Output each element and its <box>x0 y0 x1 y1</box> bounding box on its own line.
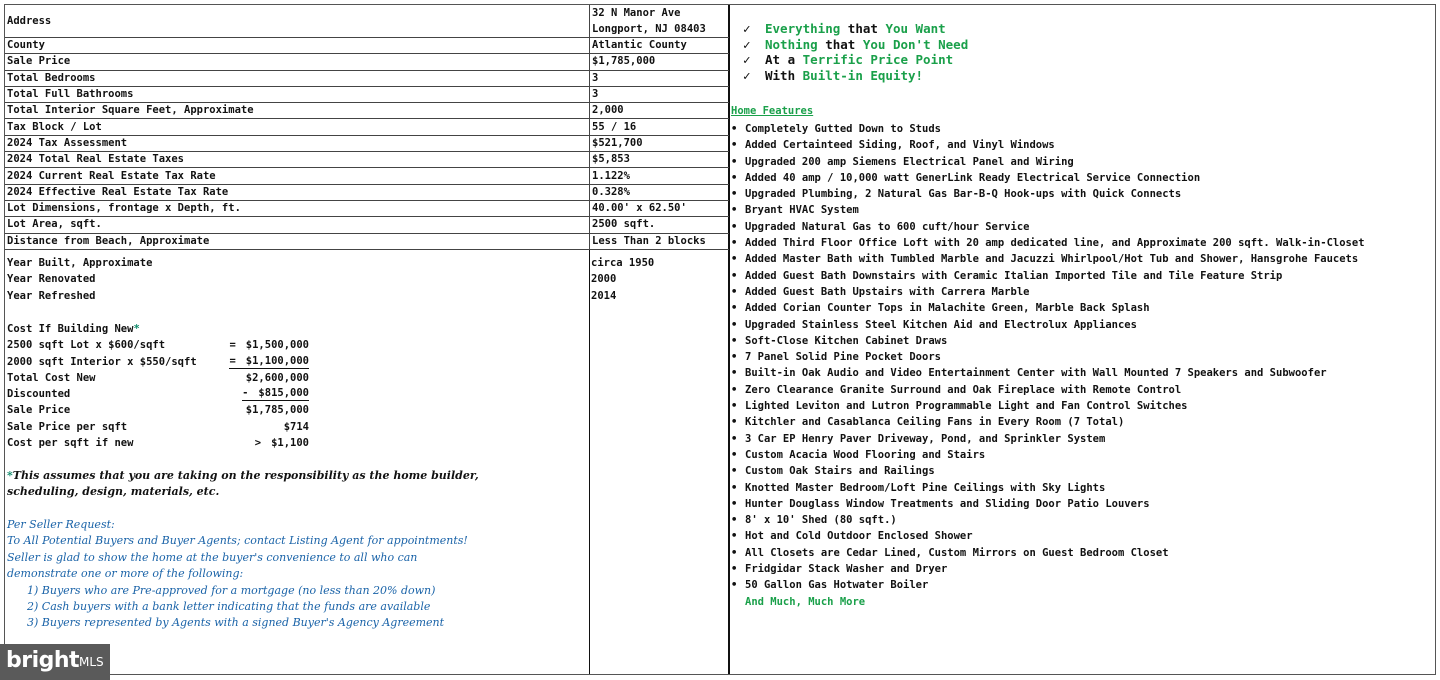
year-row <box>5 255 729 271</box>
cost-operator: = <box>229 354 236 367</box>
cost-value: $714 <box>283 420 309 433</box>
bullet-icon: • <box>731 139 738 152</box>
feature-text: Upgraded Natural Gas to 600 cuft/hour Service <box>745 220 1030 233</box>
cost-if-building-new <box>7 321 317 451</box>
row-label: Tax Block / Lot <box>5 119 590 135</box>
cost-amount <box>246 402 309 418</box>
feature-item <box>731 528 1365 544</box>
feature-item <box>731 170 1365 186</box>
feature-text: Added 40 amp / 10,000 watt GenerLink Ready Electrical Service Connection <box>745 171 1201 184</box>
table-row <box>5 70 729 86</box>
cost-operator: > <box>254 437 262 450</box>
bullet-icon: • <box>731 481 738 494</box>
feature-item <box>731 202 1365 218</box>
table-row <box>5 54 729 70</box>
feature-more-text: And Much, Much More <box>745 595 866 608</box>
year-row <box>5 288 729 304</box>
feature-text: Knotted Master Bedroom/Loft Pine Ceilings with Sky Lights <box>745 481 1106 494</box>
feature-text: Custom Oak Stairs and Railings <box>745 465 935 478</box>
cost-heading: Cost If Building New* <box>7 323 140 335</box>
feature-item <box>731 333 1365 349</box>
bullet-icon: • <box>731 155 738 168</box>
feature-item <box>731 137 1365 153</box>
row-value: Atlantic County <box>590 38 730 54</box>
tagline-text: that <box>825 36 863 52</box>
row-label: County <box>5 38 590 54</box>
feature-item <box>731 561 1365 577</box>
cost-value: $1,100 <box>271 437 309 450</box>
bullet-icon: • <box>731 318 738 331</box>
row-label: Total Bedrooms <box>5 70 590 86</box>
feature-item <box>731 186 1365 202</box>
seller-request-line: Seller is glad to show the home at the buyer's convenience to all who can <box>7 550 418 564</box>
row-value: 2500 sqft. <box>590 217 730 233</box>
value-line: 32 N Manor Ave <box>592 7 681 19</box>
bullet-icon: • <box>731 285 738 298</box>
feature-text: Added Guest Bath Upstairs with Carrera Marble <box>745 285 1030 298</box>
cost-label: 2000 sqft Interior x $550/sqft <box>7 355 197 368</box>
home-features-title: Home Features <box>731 105 814 117</box>
feature-item <box>731 284 1365 300</box>
cost-row <box>7 370 317 386</box>
listing-sheet <box>4 4 1436 675</box>
cost-amount <box>284 419 309 435</box>
home-features-list <box>731 121 1365 610</box>
seller-request-line: To All Potential Buyers and Buyer Agents; contact Listing Agent for appointments! <box>7 534 468 548</box>
bullet-icon: • <box>731 563 738 576</box>
year-label: Year Renovated <box>7 273 96 286</box>
feature-text: Fridgidar Stack Washer and Dryer <box>745 563 948 576</box>
tagline-text: Everything <box>765 21 848 36</box>
tagline-text: With <box>765 67 803 83</box>
feature-item <box>731 349 1365 365</box>
bullet-icon: • <box>731 171 738 184</box>
bullet-icon: • <box>731 579 738 592</box>
feature-item <box>731 121 1365 137</box>
year-row <box>5 271 729 287</box>
bullet-icon: • <box>731 530 738 543</box>
year-label: Year Refreshed <box>7 289 96 302</box>
feature-text: Custom Acacia Wood Flooring and Stairs <box>745 448 986 461</box>
feature-item <box>731 154 1365 170</box>
seller-request-item: 2) Cash buyers with a bank letter indicating that the funds are available <box>27 600 431 614</box>
row-value: 3 <box>590 86 730 102</box>
tagline-text: Nothing <box>765 36 826 52</box>
bullet-icon: • <box>731 514 738 527</box>
tagline-text: You Want <box>885 21 946 36</box>
year-value: 2000 <box>591 273 617 286</box>
feature-item <box>731 512 1365 528</box>
cost-operator: = <box>229 339 236 352</box>
cost-label: Total Cost New <box>7 371 96 384</box>
seller-request-heading: Per Seller Request: <box>7 518 115 531</box>
table-row <box>5 217 729 233</box>
seller-request-item: 3) Buyers represented by Agents with a signed Buyer's Agency Agreement <box>27 616 445 630</box>
feature-item <box>731 447 1365 463</box>
bullet-icon: • <box>731 188 738 201</box>
cost-label: Discounted <box>7 388 71 401</box>
year-section <box>5 255 729 304</box>
feature-text: Added Third Floor Office Loft with 20 amp dedicated line, and Approximate 200 sqft. Walk-in-Closet <box>745 237 1365 250</box>
row-value: 2,000 <box>590 103 730 119</box>
feature-text: Lighted Leviton and Lutron Programmable Light and Fan Control Switches <box>745 400 1188 413</box>
row-label: Lot Area, sqft. <box>5 217 590 233</box>
feature-item <box>731 317 1365 333</box>
checkmark-icon: ✓ <box>743 67 751 83</box>
feature-item <box>731 398 1365 414</box>
bullet-icon: • <box>731 334 738 347</box>
feature-text: Added Master Bath with Tumbled Marble and Jacuzzi Whirlpool/Hot Tub and Shower, Hansgrohe Faucets <box>745 253 1359 266</box>
feature-item <box>731 577 1365 593</box>
tagline-text: You Don't Need <box>862 36 969 52</box>
builder-note: *This assumes that you are taking on the responsibility as the home builder, scheduling, design, materials, etc. <box>7 469 479 499</box>
feature-text: Upgraded 200 amp Siemens Electrical Panel and Wiring <box>745 155 1074 168</box>
checkmark-icon: ✓ <box>743 52 751 68</box>
row-label: Total Interior Square Feet, Approximate <box>5 103 590 119</box>
bullet-icon: • <box>731 432 738 445</box>
feature-item <box>731 545 1365 561</box>
feature-text: Soft-Close Kitchen Cabinet Draws <box>745 334 948 347</box>
row-value: $1,785,000 <box>590 54 730 70</box>
cost-value: $1,100,000 <box>245 354 309 367</box>
table-row <box>5 5 729 38</box>
cost-label: Sale Price per sqft <box>7 420 128 433</box>
table-row <box>5 135 729 151</box>
checkmark-icon: ✓ <box>743 21 751 36</box>
cost-value: $1,785,000 <box>245 404 309 417</box>
table-row <box>5 38 729 54</box>
cost-row <box>7 435 317 451</box>
row-value: Less Than 2 blocks <box>590 233 730 249</box>
tagline <box>743 21 968 37</box>
feature-item <box>731 365 1365 381</box>
cost-row <box>7 386 317 402</box>
cost-row <box>7 419 317 435</box>
tagline <box>743 37 968 53</box>
row-value: 1.122% <box>590 168 730 184</box>
year-value: 2014 <box>591 289 617 302</box>
feature-item <box>731 268 1365 284</box>
feature-text: 3 Car EP Henry Paver Driveway, Pond, and Sprinkler System <box>745 432 1106 445</box>
seller-request <box>7 517 587 632</box>
cost-label: Sale Price <box>7 404 71 417</box>
bullet-icon: • <box>731 253 738 266</box>
feature-item <box>731 382 1365 398</box>
feature-text: Kitchler and Casablanca Ceiling Fans in Every Room (7 Total) <box>745 416 1125 429</box>
row-label: Total Full Bathrooms <box>5 86 590 102</box>
logo-brand: bright <box>6 648 80 673</box>
seller-request-line: demonstrate one or more of the following: <box>7 567 244 581</box>
cost-row <box>7 337 317 353</box>
feature-text: All Closets are Cedar Lined, Custom Mirrors on Guest Bedroom Closet <box>745 546 1169 559</box>
cost-label: Cost per sqft if new <box>7 437 134 450</box>
row-value: 0.328% <box>590 184 730 200</box>
bullet-icon: • <box>731 497 738 510</box>
cost-amount <box>246 370 309 386</box>
feature-text: Added Certainteed Siding, Roof, and Vinyl Windows <box>745 139 1055 152</box>
value-line: Longport, NJ 08403 <box>592 23 706 35</box>
cost-value: $2,600,000 <box>245 371 309 384</box>
year-label: Year Built, Approximate <box>7 257 153 269</box>
feature-text: Completely Gutted Down to Studs <box>745 123 941 135</box>
cost-amount <box>229 337 309 353</box>
row-value: 40.00' x 62.50' <box>590 200 730 216</box>
cost-value: $815,000 <box>258 387 309 400</box>
feature-text: Upgraded Plumbing, 2 Natural Gas Bar-B-Q Hook-ups with Quick Connects <box>745 188 1182 201</box>
checkmark-icon: ✓ <box>743 36 751 52</box>
table-row <box>5 200 729 216</box>
seller-request-item: 1) Buyers who are Pre-approved for a mortgage (no less than 20% down) <box>27 583 436 597</box>
row-label: 2024 Effective Real Estate Tax Rate <box>5 184 590 200</box>
year-value: circa 1950 <box>591 257 655 269</box>
row-label: Sale Price <box>5 54 590 70</box>
table-row <box>5 168 729 184</box>
bullet-icon: • <box>731 123 738 135</box>
feature-item <box>731 219 1365 235</box>
bullet-icon: • <box>731 302 738 315</box>
feature-text: Zero Clearance Granite Surround and Oak Fireplace with Remote Control <box>745 383 1182 396</box>
bullet-icon: • <box>731 269 738 282</box>
table-row <box>5 119 729 135</box>
bright-mls-logo <box>0 644 110 680</box>
feature-text: Added Corian Counter Tops in Malachite Green, Marble Back Splash <box>745 302 1150 315</box>
row-label: 2024 Tax Assessment <box>5 135 590 151</box>
row-value <box>590 5 730 38</box>
feature-item <box>731 300 1365 316</box>
logo-suffix: MLS <box>79 655 104 669</box>
feature-item <box>731 431 1365 447</box>
cost-value: $1,500,000 <box>245 339 309 352</box>
tagline <box>743 52 968 68</box>
row-value: $521,700 <box>590 135 730 151</box>
bullet-icon: • <box>731 383 738 396</box>
row-label: Distance from Beach, Approximate <box>5 233 590 249</box>
bullet-icon: • <box>731 546 738 559</box>
table-row <box>5 103 729 119</box>
cost-amount <box>229 354 309 369</box>
cost-amount <box>242 386 309 401</box>
bullet-icon: • <box>731 465 738 478</box>
row-value: 3 <box>590 70 730 86</box>
feature-item <box>731 235 1365 251</box>
feature-text: 8' x 10' Shed (80 sqft.) <box>745 514 897 527</box>
row-value: $5,853 <box>590 152 730 168</box>
row-label: Address <box>5 5 590 38</box>
bullet-icon: • <box>731 448 738 461</box>
bullet-icon: • <box>731 400 738 413</box>
row-value: 55 / 16 <box>590 119 730 135</box>
feature-text: Built-in Oak Audio and Video Entertainment Center with Wall Mounted 7 Speakers and Subwoofer <box>745 367 1327 380</box>
bullet-icon: • <box>731 204 738 217</box>
tagline <box>743 68 968 84</box>
bullet-icon: • <box>731 367 738 380</box>
feature-item <box>731 480 1365 496</box>
bullet-icon: • <box>731 416 738 429</box>
cost-row <box>7 354 317 370</box>
bullet-icon: • <box>731 351 738 364</box>
row-label: 2024 Current Real Estate Tax Rate <box>5 168 590 184</box>
taglines <box>743 21 968 83</box>
cost-amount <box>255 435 309 451</box>
table-row <box>5 233 729 249</box>
row-label: Lot Dimensions, frontage x Depth, ft. <box>5 200 590 216</box>
feature-item-more <box>731 594 1365 610</box>
feature-text: Upgraded Stainless Steel Kitchen Aid and Electrolux Appliances <box>745 318 1137 331</box>
table-row <box>5 184 729 200</box>
tagline-text: Terrific Price Point <box>802 52 954 68</box>
feature-text: Hot and Cold Outdoor Enclosed Shower <box>745 530 973 543</box>
tagline-text: that <box>847 21 886 36</box>
feature-item <box>731 463 1365 479</box>
feature-text: Hunter Douglass Window Treatments and Sliding Door Patio Louvers <box>745 497 1150 510</box>
feature-text: 50 Gallon Gas Hotwater Boiler <box>745 579 929 592</box>
feature-item <box>731 496 1365 512</box>
table-row <box>5 152 729 168</box>
feature-text: Bryant HVAC System <box>745 204 859 217</box>
feature-item <box>731 414 1365 430</box>
cost-row <box>7 402 317 418</box>
bullet-icon: • <box>731 220 738 233</box>
bullet-icon: • <box>731 237 738 250</box>
feature-text: 7 Panel Solid Pine Pocket Doors <box>745 351 941 364</box>
property-details-table <box>5 5 729 250</box>
tagline-text: At a <box>765 52 803 68</box>
feature-text: Added Guest Bath Downstairs with Ceramic Italian Imported Tile and Tile Feature Strip <box>745 269 1283 282</box>
cost-operator: - <box>242 387 249 400</box>
tagline-text: Built-in Equity! <box>802 67 924 83</box>
feature-item <box>731 251 1365 267</box>
cost-label: 2500 sqft Lot x $600/sqft <box>7 339 166 352</box>
table-row <box>5 86 729 102</box>
row-label: 2024 Total Real Estate Taxes <box>5 152 590 168</box>
